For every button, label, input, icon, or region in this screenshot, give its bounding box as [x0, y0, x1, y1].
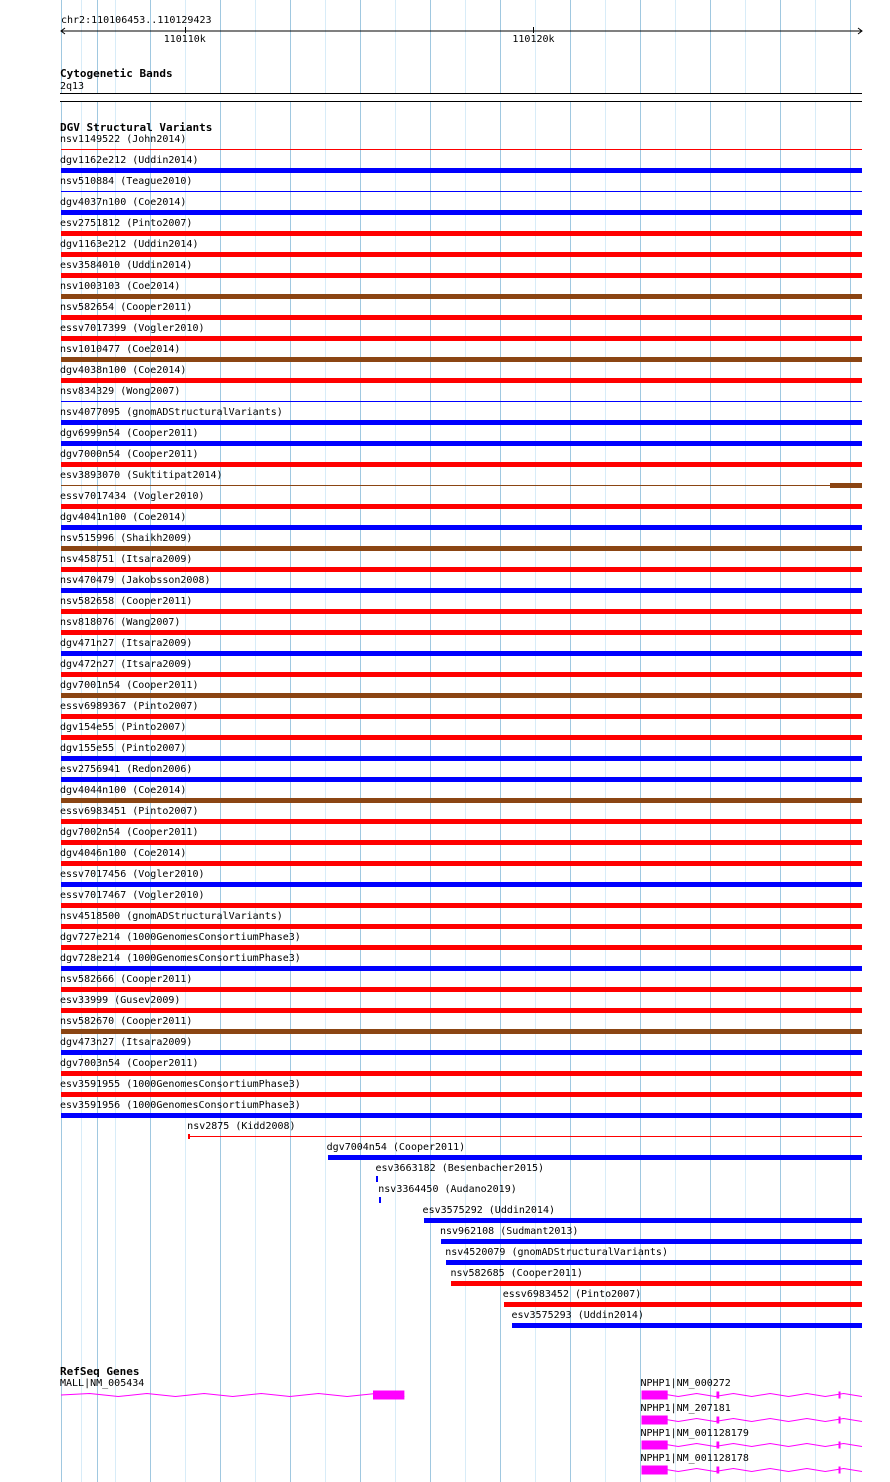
- variant-bar[interactable]: [61, 441, 862, 446]
- variant-label[interactable]: nsv2875 (Kidd2008): [187, 1121, 296, 1132]
- gene-exon: [716, 1442, 719, 1449]
- variant-bar[interactable]: [61, 693, 862, 698]
- variant-label[interactable]: dgv7003n54 (Cooper2011): [60, 1058, 199, 1069]
- gene-label[interactable]: NPHP1|NM_207181: [640, 1403, 731, 1414]
- grid-line: [255, 0, 256, 1482]
- variant-label[interactable]: dgv4037n100 (Coe2014): [60, 197, 187, 208]
- variant-label[interactable]: nsv1003103 (Coe2014): [60, 281, 181, 292]
- gene-model[interactable]: [0, 1460, 890, 1480]
- variant-bar[interactable]: [512, 1323, 862, 1328]
- variant-bar[interactable]: [61, 1113, 862, 1118]
- variant-bar[interactable]: [61, 357, 862, 362]
- variant-bar[interactable]: [61, 924, 862, 929]
- variant-label[interactable]: dgv1162e212 (Uddin2014): [60, 155, 199, 166]
- variant-label[interactable]: dgv6999n54 (Cooper2011): [60, 428, 199, 439]
- variant-bar[interactable]: [61, 1008, 862, 1013]
- variant-bar[interactable]: [61, 191, 862, 192]
- variant-bar[interactable]: [61, 630, 862, 635]
- cytoband-label: 2q13: [60, 81, 85, 92]
- variant-bar[interactable]: [61, 588, 862, 593]
- grid-line: [430, 0, 431, 1482]
- variant-bar[interactable]: [61, 525, 862, 530]
- variant-bar[interactable]: [61, 168, 862, 173]
- gene-exon: [716, 1392, 719, 1399]
- variant-label[interactable]: esv3663182 (Besenbacher2015): [375, 1163, 545, 1174]
- variant-label[interactable]: esv3584010 (Uddin2014): [60, 260, 193, 271]
- variant-label[interactable]: essv7017434 (Vogler2010): [60, 491, 205, 502]
- variant-label[interactable]: essv7017467 (Vogler2010): [60, 890, 205, 901]
- variant-bar[interactable]: [61, 756, 862, 761]
- variant-bar[interactable]: [61, 735, 862, 740]
- variant-label[interactable]: nsv962108 (Sudmant2013): [439, 1226, 579, 1237]
- variant-bar[interactable]: [61, 609, 862, 614]
- variant-bar[interactable]: [61, 336, 862, 341]
- variant-label[interactable]: esv2756941 (Redon2006): [60, 764, 193, 775]
- variant-bar[interactable]: [61, 1092, 862, 1097]
- gene-model[interactable]: [0, 1410, 890, 1430]
- variant-label[interactable]: dgv7001n54 (Cooper2011): [60, 680, 199, 691]
- variant-bar[interactable]: [61, 714, 862, 719]
- variant-label[interactable]: essv7017399 (Vogler2010): [60, 323, 205, 334]
- variant-label[interactable]: esv33999 (Gusev2009): [60, 995, 181, 1006]
- gene-model[interactable]: [0, 1435, 890, 1455]
- variant-label[interactable]: esv3575293 (Uddin2014): [511, 1310, 644, 1321]
- grid-line: [360, 0, 361, 1482]
- variant-label[interactable]: dgv7004n54 (Cooper2011): [326, 1142, 466, 1153]
- variant-label[interactable]: dgv4044n100 (Coe2014): [60, 785, 187, 796]
- variant-label[interactable]: dgv728e214 (1000GenomesConsortiumPhase3): [60, 953, 301, 964]
- variant-label[interactable]: nsv582685 (Cooper2011): [450, 1268, 583, 1279]
- ruler-tick: [185, 27, 186, 33]
- variant-bar[interactable]: [61, 149, 862, 150]
- gene-label[interactable]: NPHP1|NM_001128178: [640, 1453, 749, 1464]
- variant-label[interactable]: esv3893070 (Suktitipat2014): [60, 470, 223, 481]
- ruler-tick-label: 110120k: [512, 34, 555, 45]
- variant-label[interactable]: essv6983452 (Pinto2007): [502, 1289, 642, 1300]
- grid-line: [290, 0, 291, 1482]
- variant-label[interactable]: nsv4077095 (gnomADStructuralVariants): [60, 407, 283, 418]
- variant-bar[interactable]: [61, 672, 862, 677]
- variant-bar[interactable]: [61, 819, 862, 824]
- gene-intron-line: [642, 1419, 862, 1422]
- variant-bar[interactable]: [61, 315, 862, 320]
- variant-bar[interactable]: [61, 882, 862, 887]
- variant-bar[interactable]: [61, 1071, 862, 1076]
- variant-bar[interactable]: [61, 987, 862, 992]
- variant-bar[interactable]: [61, 546, 862, 551]
- variant-label[interactable]: nsv1010477 (Coe2014): [60, 344, 181, 355]
- variant-label[interactable]: dgv7000n54 (Cooper2011): [60, 449, 199, 460]
- variant-label[interactable]: dgv154e55 (Pinto2007): [60, 722, 187, 733]
- gene-exon: [839, 1392, 841, 1399]
- gene-exon: [642, 1441, 668, 1450]
- variant-bar[interactable]: [61, 861, 862, 866]
- variant-bar[interactable]: [61, 966, 862, 971]
- variant-bar[interactable]: [61, 485, 862, 486]
- variant-bar[interactable]: [61, 210, 862, 215]
- variant-label[interactable]: nsv470479 (Jakobsson2008): [60, 575, 211, 586]
- location-label: chr2:110106453..110129423: [61, 15, 212, 26]
- variant-label[interactable]: esv3591955 (1000GenomesConsortiumPhase3): [60, 1079, 301, 1090]
- variant-bar[interactable]: [61, 462, 862, 467]
- gene-intron-line: [642, 1394, 862, 1397]
- variant-label[interactable]: dgv155e55 (Pinto2007): [60, 743, 187, 754]
- variant-bar[interactable]: [61, 504, 862, 509]
- dgv-track-title: DGV Structural Variants: [60, 121, 213, 134]
- gene-intron-line: [642, 1444, 862, 1447]
- variant-label[interactable]: dgv4046n100 (Coe2014): [60, 848, 187, 859]
- variant-label[interactable]: nsv582670 (Cooper2011): [60, 1016, 193, 1027]
- variant-label[interactable]: dgv4038n100 (Coe2014): [60, 365, 187, 376]
- gene-exon: [642, 1391, 668, 1400]
- variant-label[interactable]: nsv834329 (Wong2007): [60, 386, 181, 397]
- gene-model[interactable]: [0, 1385, 890, 1405]
- variant-label[interactable]: nsv510884 (Teague2010): [60, 176, 193, 187]
- variant-bar[interactable]: [61, 273, 862, 278]
- variant-bar[interactable]: [424, 1218, 862, 1223]
- variant-bar[interactable]: [504, 1302, 862, 1307]
- variant-bar[interactable]: [61, 840, 862, 845]
- cytoband-track-title: Cytogenetic Bands: [60, 67, 173, 80]
- variant-bar[interactable]: [61, 252, 862, 257]
- variant-label[interactable]: dgv727e214 (1000GenomesConsortiumPhase3): [60, 932, 301, 943]
- variant-label[interactable]: nsv582666 (Cooper2011): [60, 974, 193, 985]
- ruler[interactable]: [0, 0, 890, 50]
- variant-bar[interactable]: [61, 903, 862, 908]
- gene-exon: [642, 1416, 668, 1425]
- variant-label[interactable]: dgv472n27 (Itsara2009): [60, 659, 193, 670]
- variant-bar[interactable]: [451, 1281, 862, 1286]
- variant-label[interactable]: dgv4041n100 (Coe2014): [60, 512, 187, 523]
- variant-bar[interactable]: [446, 1260, 862, 1265]
- gene-label[interactable]: NPHP1|NM_001128179: [640, 1428, 749, 1439]
- variant-label[interactable]: dgv7002n54 (Cooper2011): [60, 827, 199, 838]
- gene-exon: [716, 1467, 719, 1474]
- grid-line: [325, 0, 326, 1482]
- variant-bar[interactable]: [61, 1050, 862, 1055]
- variant-label[interactable]: essv6989367 (Pinto2007): [60, 701, 199, 712]
- variant-label[interactable]: dgv471n27 (Itsara2009): [60, 638, 193, 649]
- gene-exon: [839, 1442, 841, 1449]
- gene-exon: [642, 1466, 668, 1475]
- ruler-axis: [0, 0, 890, 50]
- variant-label[interactable]: nsv818076 (Wang2007): [60, 617, 181, 628]
- variant-bar[interactable]: [61, 231, 862, 236]
- variant-bar[interactable]: [61, 651, 862, 656]
- variant-bar[interactable]: [61, 945, 862, 950]
- variant-label[interactable]: nsv3364450 (Audano2019): [378, 1184, 517, 1195]
- refseq-track-title: RefSeq Genes: [60, 1365, 140, 1378]
- variant-bar[interactable]: [61, 567, 862, 572]
- grid-line: [395, 0, 396, 1482]
- ruler-tick-label: 110110k: [163, 34, 206, 45]
- variant-label[interactable]: nsv582654 (Cooper2011): [60, 302, 193, 313]
- gene-label[interactable]: MALL|NM_005434: [60, 1378, 145, 1389]
- variant-label[interactable]: essv6983451 (Pinto2007): [60, 806, 199, 817]
- variant-bar[interactable]: [188, 1136, 862, 1137]
- variant-label[interactable]: nsv1149522 (John2014): [60, 134, 187, 145]
- gene-exon: [716, 1417, 719, 1424]
- variant-label[interactable]: esv3591956 (1000GenomesConsortiumPhase3): [60, 1100, 301, 1111]
- ruler-tick: [533, 27, 534, 33]
- variant-label[interactable]: nsv4518500 (gnomADStructuralVariants): [60, 911, 283, 922]
- variant-label[interactable]: dgv473n27 (Itsara2009): [60, 1037, 193, 1048]
- gene-exon: [839, 1467, 841, 1474]
- variant-bar[interactable]: [328, 1155, 862, 1160]
- variant-bar[interactable]: [61, 378, 862, 383]
- variant-label[interactable]: nsv515996 (Shaikh2009): [60, 533, 193, 544]
- variant-bar[interactable]: [441, 1239, 862, 1244]
- variant-label[interactable]: esv3575292 (Uddin2014): [422, 1205, 555, 1216]
- gene-exon: [839, 1417, 841, 1424]
- variant-bar[interactable]: [61, 1029, 862, 1034]
- variant-label[interactable]: essv7017456 (Vogler2010): [60, 869, 205, 880]
- variant-bar[interactable]: [61, 777, 862, 782]
- gene-intron-line: [642, 1469, 862, 1472]
- gene-label[interactable]: NPHP1|NM_000272: [640, 1378, 731, 1389]
- variant-label[interactable]: nsv4520079 (gnomADStructuralVariants): [445, 1247, 668, 1258]
- cytoband-band[interactable]: [60, 93, 862, 102]
- variant-block[interactable]: [830, 483, 862, 488]
- variant-start-mark: [188, 1134, 190, 1139]
- variant-label[interactable]: dgv1163e212 (Uddin2014): [60, 239, 199, 250]
- variant-bar[interactable]: [61, 798, 862, 803]
- grid-line: [220, 0, 221, 1482]
- variant-label[interactable]: esv2751812 (Pinto2007): [60, 218, 193, 229]
- variant-label[interactable]: nsv458751 (Itsara2009): [60, 554, 193, 565]
- variant-bar[interactable]: [376, 1176, 378, 1182]
- variant-bar[interactable]: [61, 294, 862, 299]
- variant-bar[interactable]: [61, 401, 862, 402]
- variant-label[interactable]: nsv582658 (Cooper2011): [60, 596, 193, 607]
- variant-bar[interactable]: [61, 420, 862, 425]
- variant-bar[interactable]: [379, 1197, 381, 1203]
